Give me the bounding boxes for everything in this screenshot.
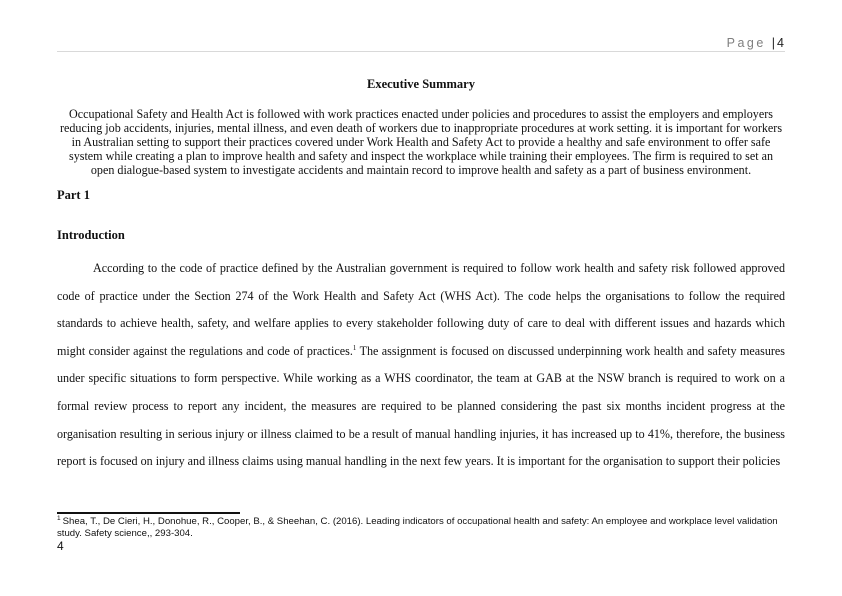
footnote-text: Shea, T., De Cieri, H., Donohue, R., Cooper, B., & Sheehan, C. (2016). Leading indicators of occupational health and safety: An employee and workplace level validation study. Safety science,, 293-304. (57, 516, 778, 539)
page-header (57, 34, 785, 52)
intro-text-part-2: The assignment is focused on discussed underpinning work health and safety measures under specific situations to form perspective. While working as a WHS coordinator, the team at GAB at the NSW branch is required to work on a formal review process to report any incident, the measures are required to be planned considering the past six months incident progress at the organisation resulting in serious injury or illness claimed to be a result of manual handling injuries, it has increased up to 41%, therefore, the business report is focused on injury and illness claims using manual handling in the next few years. It is important for the organisation to support their policies (57, 343, 785, 469)
introduction-heading: Introduction (57, 228, 125, 242)
footnote-mark: 1 (57, 514, 61, 522)
footnote-separator (57, 512, 240, 514)
introduction-paragraph (57, 255, 785, 476)
intro-text-part-1: According to the code of practice defined by the Australian government is required to follow work health and safety risk followed approved code of practice under the Section 274 of the Work Health and Safety Act (WHS Act). The code helps the organisations to follow the required standards to achieve health, safety, and welfare applies to every stakeholder following duty of care to deal with different issues and hazards which might consider against the regulations and code of practices. (57, 261, 785, 358)
footnote (57, 516, 785, 539)
footnote-reference[interactable]: 1 (352, 343, 357, 352)
footer-page-number: 4 (57, 539, 64, 553)
executive-summary-text: Occupational Safety and Health Act is followed with work practices enacted under policies and procedures to assist the employers and employers reducing job accidents, injuries, mental illness, and even death of workers due to inappropriate procedures at work setting. it is important for workers in Australian setting to support their practices covered under Work Health and Safety Act to provide a healthy and safe environment to offer safe system while creating a plan to improve health and safety and inspect the workplace while training their employees. The firm is required to set an open dialogue-based system to investigate accidents and maintain record to improve health and safety as a part of business environment. (59, 107, 783, 177)
part-heading: Part 1 (57, 188, 90, 202)
executive-summary-title: Executive Summary (367, 77, 475, 91)
page-number-value: 4 (777, 36, 784, 50)
page-separator: | (771, 36, 776, 50)
page-label: Page (726, 36, 766, 50)
header-page-number (727, 36, 784, 50)
